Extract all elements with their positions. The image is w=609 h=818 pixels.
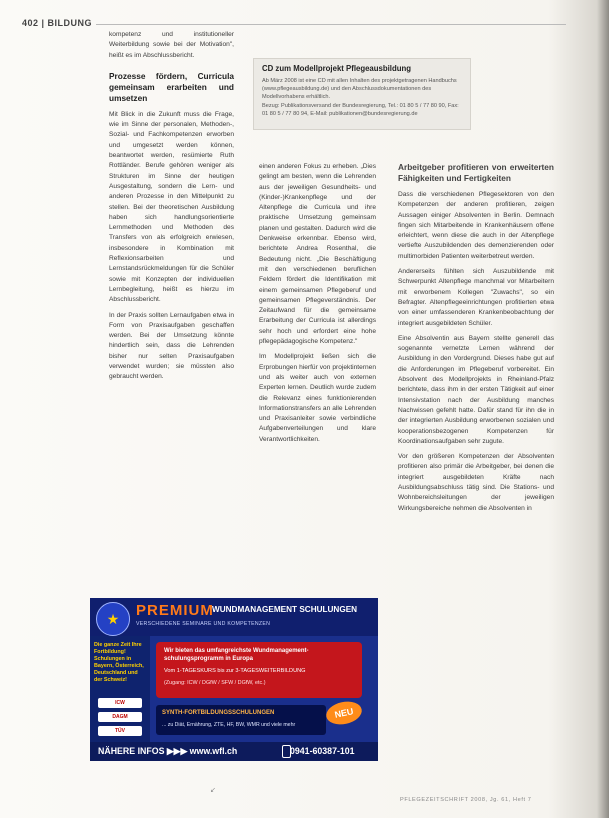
tuev-badge: TÜV	[98, 726, 142, 736]
col1-paragraph-1: kompetenz und institutioneller Weiterbildung sowie bei der Motivation", heißt es im Abschlussbericht.	[109, 31, 234, 59]
ad-offer-headline: Wir bieten das umfangreichste Wundmanagement-schulungsprogramm in Europa	[164, 648, 309, 662]
ad-offer-box	[156, 642, 362, 698]
new-badge: NEU	[324, 698, 364, 727]
ad-left-text: Die ganze Zeit Ihre Fortbildung! Schulungen in Bayern, Österreich, Deutschland und der Schweiz!	[94, 642, 144, 683]
ad-synth-topics: ... zu Diät, Ernährung, ZTE, HF, BW, WMR und viele mehr	[162, 722, 296, 728]
column-right	[398, 162, 554, 519]
info-box	[253, 58, 471, 130]
scan-mark: ↙	[210, 787, 216, 794]
ad-premium-title: PREMIUM	[136, 602, 214, 619]
col3-paragraph-4: Vor den größeren Kompetenzen der Absolventen profitieren also primär die Arbeitgeber, bei denen die integriert ausgebildeten Kräfte nach Ausbildungsabschluss tätig sind. Die Stations- und Wohnbereichsleitungen der jeweiligen Wirkungsbereiche nehmen die Absolventen in	[398, 453, 554, 512]
ad-header	[90, 598, 378, 636]
col3-paragraph-2: Andererseits fühlten sich Auszubildende mit Schwerpunkt Altenpflege manchmal vor Mitarbeitern mit erworbenem Kollegen "Zuwachs", so ein Befragter. Altenpflegeeinrichtungen profitierten etwa von einer umfassenderen Krankenbeobachtung der integriert ausgebildeten Schüler.	[398, 268, 554, 327]
icw-badge: ICW	[98, 698, 142, 708]
col2-paragraph-1: einen anderen Fokus zu erheben. „Dies gelingt am besten, wenn die Lehrenden aus der jeweiligen Gesundheits- und (Kinder-)Krankenpflege und der Altenpflege die Curricula und ihre praktische Umsetzung gemeinsam planen und gestalten. Dadurch wird die Denkweise erkennbar. Ebenso wird, berichtete Andrea Rosenthal, die Bedeutung nicht. „Die Beschäftigung mit den verschiedenen beruflichen Feldern fördert die Identifikation mit einem gemeinsamen Pflegeberuf und gemeinsamen Pflegeverständnis. Der Zeitaufwand für die gemeinsame Erarbeitung der Curricula ist allerdings sehr hoch und erfordert eine hohe pflegepädagogische Kompetenz."	[259, 163, 376, 346]
header-rule	[96, 24, 566, 25]
ad-phone-number[interactable]: 0941-60387-101	[290, 746, 355, 756]
ad-offer-access: (Zugang: ICW / DGfW / SFW / DGfW, etc.)	[164, 680, 266, 686]
column-left	[109, 30, 234, 388]
advertisement[interactable]	[90, 598, 378, 761]
info-box-order: Bezug: Publikationsversand der Bundesregierung, Tel.: 01 80 5 / 77 80 90, Fax: 01 80 5 / 77 80 94, E-Mail: publikationen@bundesregierung.de	[262, 102, 459, 117]
col1-paragraph-3: In der Praxis sollten Lernaufgaben etwa in Form von Praxisaufgaben geschaffen werden. Bei der Umsetzung könnte hindertlich sein, dass die Lehrenden bisher nur selten Praxisaufgaben verwendet wurden; sie müssten also gebraucht werden.	[109, 311, 234, 381]
star-logo-icon: ★	[96, 602, 130, 636]
col2-paragraph-2: Im Modellprojekt ließen sich die Erprobungen hierfür von projektinternen und als weiter auch von externen Experten lernen. Deutlich wurde zudem die Relevanz eines funktionierenden Informationstransfers an alle Lehrenden und Praxisanleiter sowie verbindliche Aufgabenverteilungen und klare Verantwortlichkeiten.	[259, 353, 376, 443]
info-box-body: Ab März 2008 ist eine CD mit allen Inhalten des projektgetragenen Handbuchs (www.pflegeausbildung.de) und den Abschlussdokumentationen des Modellvorhabens erhältlich.	[262, 78, 457, 101]
ad-offer-courses: Vom 1-TAGESKURS bis zur 3-TAGESWEITERBILDUNG	[164, 668, 306, 674]
ad-wound-management-title: WUNDMANAGEMENT SCHULUNGEN	[212, 605, 358, 614]
ad-synth-box	[156, 705, 326, 735]
col1-subhead: Prozesse fördern, Curricula gemeinsam erarbeiten und umsetzen	[109, 70, 234, 103]
ad-synth-title: SYNTH-FORTBILDUNGSSCHULUNGEN	[162, 710, 275, 716]
page-header: 402 | BILDUNG	[22, 18, 93, 28]
col3-subhead: Arbeitgeber profitieren von erweiterten Fähigkeiten und Fertigkeiten	[398, 162, 554, 183]
page-footer: PFLEGEZEITSCHRIFT 2008, Jg. 61, Heft 7	[400, 797, 532, 803]
ad-left-panel	[90, 636, 150, 742]
info-box-title: CD zum Modellprojekt Pflegeausbildung	[262, 64, 412, 73]
col3-paragraph-1: Dass die verschiedenen Pflegesektoren von den Kompetenzen der anderen profitieren, zeigen Aussagen einiger Absolventen in Berlin. Demnach fingen sich Mitarbeitende in Krankenhäusern offene erleichtert, wenn diese die auch in der Altenpflege vertiefte Auszubildenden des demenzierenden oder multimorbiden Patienten weiterbetreut werden.	[398, 191, 554, 260]
ad-subtitle: VERSCHIEDENE SEMINARE UND KOMPETENZEN	[136, 621, 271, 627]
column-middle	[259, 162, 376, 450]
col3-paragraph-3: Eine Absolventin aus Bayern stellte generell das sogenannte vernetzte Lernen während der Ausbildung in den Vordergrund. Dieses habe gut auf die Anforderungen im Pflegeberuf vorbereitet. Ein Absolvent des Modellprojekts in Rheinland-Pfalz berichtete, dass ihm in der ersten Tätigkeit auf einer Intensivstation nach der Ausbildung manches Nachwissen gefehlt hatte. Dafür stand für ihn die in der integrierten Ausbildung erworbenen sozialen und kooperationsbezogenen Kompetenzen für Koordinationsaufgaben sehr zugute.	[398, 334, 554, 445]
col1-paragraph-2: Mit Blick in die Zukunft muss die Frage, wie im Sinne der personalen, Methoden-, Sozial- und Fachkompetenzen erworben und umgesetzt werden können, beantwortet werden, resümierte Ruth Rottländer. Berufe gehören weniger als Strukturen im Sinne der heutigen Ausgestaltung, sondern die Lern- und anderen Prozesse in den Mittelpunkt zu stellen. Bei der theoretischen Ausbildung haben sich handlungsorientierte Lernmethoden und Methoden des Transfers von als erfolgreich erwiesen, insbesondere in Kombination mit Reflexionsarbeiten und Lernstandsrückmeldungen für die Schüler sowie mit Konzepten der individuellen Lernbegleitung, heißt es hierzu im Abschlussbericht.	[109, 110, 234, 304]
dagm-badge: DAGM	[98, 712, 142, 722]
ad-website-link[interactable]: NÄHERE INFOS ▶▶▶ www.wfl.ch	[98, 746, 238, 756]
ad-contact-bar	[90, 742, 378, 761]
